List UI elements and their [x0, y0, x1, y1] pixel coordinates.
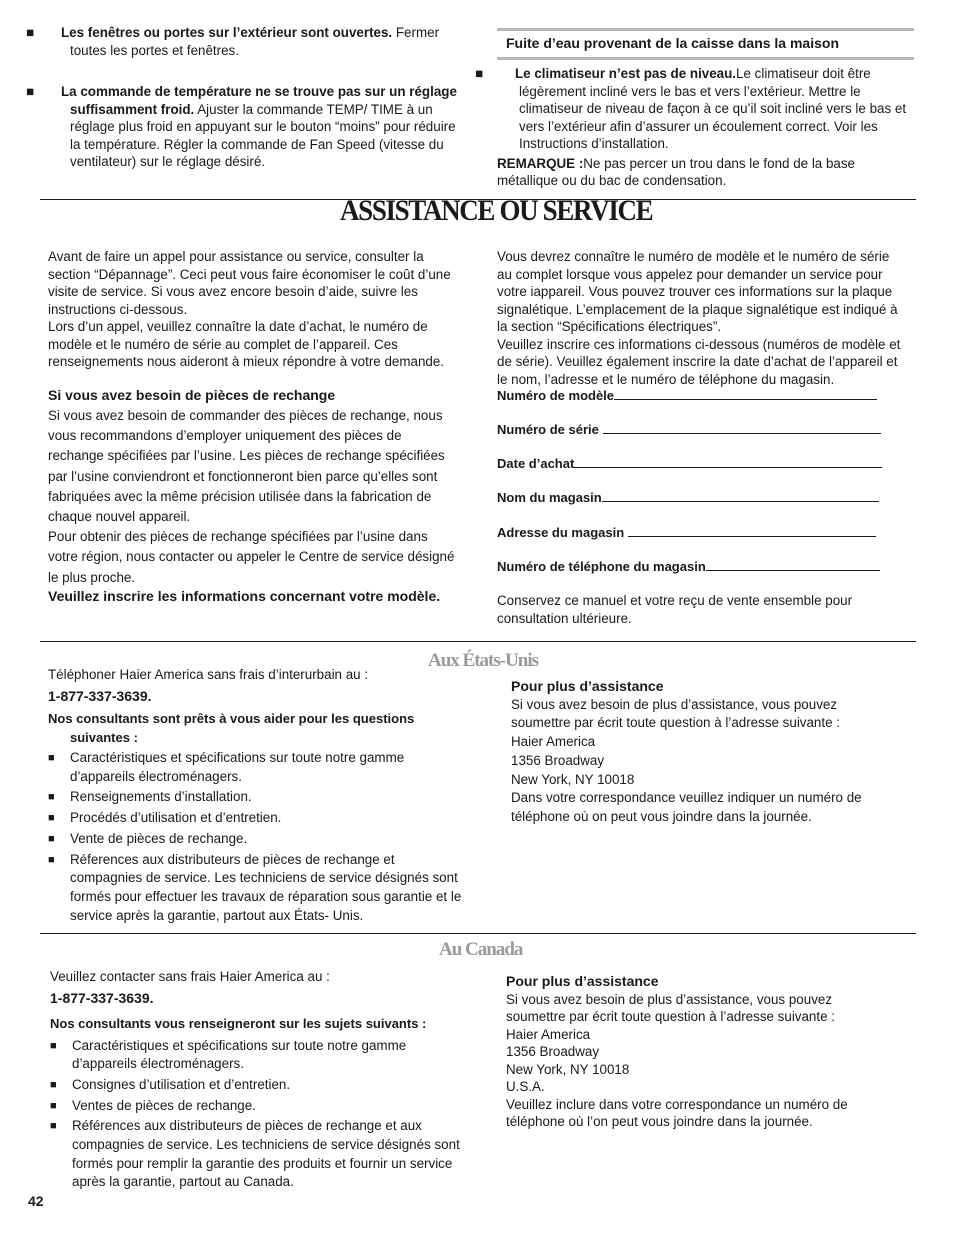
leak-item-level: ■ Le climatiseur n’est pas de niveau.Le climatiseur doit être légèrement incliné vers le bas et vers l’extérieur. Mettre le climatiseur de niveau de façon à ce qu’il soit incliné vers le bas et vers l’extérieur afin d’assurer un écoulement correct. Voir les Instructions d’installation.	[475, 66, 907, 151]
list-item: ■ Consignes d’utilisation et d’entretien.	[50, 1076, 470, 1095]
model-number-field[interactable]: Numéro de modèle	[497, 387, 877, 405]
usa-address-line-3: New York, NY 10018	[511, 771, 635, 787]
canada-correspondence-note: Veuillez inclure dans votre correspondance un numéro de téléphone où l’on peut vous joindre dans la journée.	[506, 1096, 848, 1129]
serial-info-paragraph: Vous devrez connaître le numéro de modèle et le numéro de série au complet lorsque vous appelez pour demander un service pour votre iappareil. Vous pouvez trouver ces informations sur la plaque signalétique. L’emplacement de la plaque signalétique est indiqué à la section “Spécifications électriques”.	[497, 249, 898, 334]
usa-right-column	[511, 677, 891, 827]
page-number: 42	[28, 1193, 44, 1209]
purchase-date-blank[interactable]	[574, 455, 882, 468]
usa-more-help-text: Si vous avez besoin de plus d’assistance, vous pouvez soumettre par écrit toute question à l’adresse suivante :	[511, 696, 840, 731]
bullet-square-icon: ■	[475, 66, 484, 81]
usa-consultants: Nos consultants sont prêts à vous aider pour les questions suivantes :	[48, 711, 415, 745]
leak-heading: Fuite d’eau provenant de la caisse dans la maison	[506, 35, 839, 51]
store-phone-field[interactable]: Numéro de téléphone du magasin	[497, 558, 880, 576]
canada-address-line-2: 1356 Broadway	[506, 1044, 600, 1059]
assistance-left-column	[48, 248, 458, 605]
keep-manual-note: Conservez ce manuel et votre reçu de vente ensemble pour consultation ultérieure.	[497, 593, 853, 626]
usa-address-line-2: 1356 Broadway	[511, 752, 605, 768]
store-name-blank[interactable]	[602, 489, 879, 502]
serial-number-field[interactable]: Numéro de série	[497, 421, 881, 439]
top-right-section	[475, 65, 909, 190]
store-phone-blank[interactable]	[706, 558, 880, 571]
section-bottom-rule	[497, 57, 914, 60]
canada-address-line-1: Haier America	[506, 1026, 591, 1042]
canada-left-column	[50, 968, 470, 1192]
canada-more-help-text: Si vous avez besoin de plus d’assistance, vous pouvez soumettre par écrit toute question à l’adresse suivante :	[506, 991, 835, 1024]
list-item: ■ Renseignements d’installation.	[48, 788, 468, 807]
list-item: ■ Caractéristiques et spécifications sur toute notre gamme d’appareils électroménagers.	[48, 749, 468, 786]
assistance-intro: Avant de faire un appel pour assistance ou service, consulter la section “Dépannage”. Ceci peut vous faire économiser le coût d’une visite de service. Si vous avez encore besoin d’aide, suivre les instructions ci-dessous.	[48, 249, 451, 317]
leak-note: REMARQUE :Ne pas percer un trou dans le fond de la base métallique ou du bac de condensation.	[497, 155, 856, 188]
assistance-right-column	[497, 248, 907, 388]
purchase-date-field[interactable]: Date d’achat	[497, 455, 882, 473]
canada-more-help-heading: Pour plus d’assistance	[506, 973, 659, 989]
serial-number-blank[interactable]	[603, 421, 881, 434]
page-title: ASSISTANCE OU SERVICE	[340, 194, 653, 227]
canada-topics-list	[50, 1037, 470, 1193]
usa-top-rule	[40, 641, 916, 642]
trouble-item-windows: ■ Les fenêtres ou portes sur l’extérieur sont ouvertes. Fermer toutes les portes et fenêtres.	[26, 25, 440, 58]
canada-address-line-4: U.S.A.	[506, 1079, 545, 1094]
parts-paragraph-1: Si vous avez besoin de commander des pièces de rechange, nous vous recommandons d’employer uniquement des pièces de rechange spécifiées par l’usine. Les pièces de rechange spécifiées par l’usine conviendront et fonctionneront bien parce qu’elles sont fabriquées avec la même précision utilisée dans la fabrication de chaque nouvel appareil.	[48, 408, 445, 525]
list-item: ■ Références aux distributeurs de pièces de rechange et aux compagnies de service. Les techniciens de service désignés sont formés pour remplir la garantie des produits et fournir un service après la garantie, partout au Canada.	[50, 1117, 470, 1192]
list-item: ■ Procédés d’utilisation et d’entretien.	[48, 809, 468, 828]
usa-phone: 1-877-337-3639.	[48, 687, 152, 704]
canada-top-rule	[40, 933, 916, 934]
store-address-field[interactable]: Adresse du magasin	[497, 524, 876, 542]
usa-correspondence-note: Dans votre correspondance veuillez indiquer un numéro de téléphone où on peut vous joindre dans la journée.	[511, 790, 862, 824]
top-left-section	[26, 24, 460, 171]
list-item: ■ Caractéristiques et spécifications sur toute notre gamme d’appareils électroménagers.	[50, 1037, 470, 1074]
canada-address-line-3: New York, NY 10018	[506, 1061, 630, 1077]
usa-more-help-heading: Pour plus d’assistance	[511, 678, 664, 694]
usa-left-column	[48, 666, 468, 925]
canada-intro: Veuillez contacter sans frais Haier America au :	[50, 969, 330, 984]
canada-title: Au Canada	[439, 939, 523, 960]
canada-consultants: Nos consultants vous renseigneront sur les sujets suivants :	[50, 1016, 427, 1031]
usa-address-line-1: Haier America	[511, 734, 596, 750]
model-number-blank[interactable]	[614, 387, 877, 400]
list-item: ■ Ventes de pièces de rechange.	[50, 1097, 470, 1116]
parts-heading: Si vous avez besoin de pièces de rechange	[48, 386, 336, 403]
usa-intro: Téléphoner Haier America sans frais d’interurbain au :	[48, 667, 369, 682]
usa-title: Aux États-Unis	[428, 650, 539, 671]
list-item: ■ Vente de pièces de rechange.	[48, 830, 468, 849]
usa-topics-list	[48, 749, 468, 925]
trouble-item-temperature: ■ La commande de température ne se trouve pas sur un réglage suffisamment froid. Ajuster la commande TEMP/ TIME à un réglage plus froid en appuyant sur le bouton “moins” pour réduire la température. Régler la commande de Fan Speed (vitesse du ventilateur) sur le réglage désiré.	[26, 84, 457, 169]
record-instructions: Veuillez inscrire ces informations ci-dessous (numéros de modèle et de série). Veuillez également inscrire la date d’achat de l’appareil et le nom, l’adresse et le numéro de téléphone du magasin.	[497, 336, 901, 387]
store-address-blank[interactable]	[628, 524, 876, 537]
store-name-field[interactable]: Nom du magasin	[497, 489, 879, 507]
parts-paragraph-2: Pour obtenir des pièces de rechange spécifiées par l’usine dans votre région, nous contacter ou appeler le Centre de service désigné le plus proche.	[48, 529, 455, 585]
list-item: ■ Réferences aux distributeurs de pièces de rechange et compagnies de service. Les techniciens de service désignés sont formés pour effectuer les travaux de réparation sous garantie et le service après la garantie, partout aux États- Unis.	[48, 851, 468, 926]
record-info-heading: Veuillez inscrire les informations concernant votre modèle.	[48, 587, 441, 604]
canada-right-column	[506, 973, 886, 1131]
bullet-square-icon: ■	[26, 25, 35, 40]
section-top-rule	[497, 28, 914, 31]
assistance-call-info: Lors d’un appel, veuillez connaître la date d’achat, le numéro de modèle et le numéro de série au complet de l’appareil. Ces renseignements nous aideront à mieux répondre à votre demande.	[48, 319, 445, 369]
bullet-square-icon: ■	[26, 84, 35, 99]
canada-phone: 1-877-337-3639.	[50, 989, 154, 1006]
